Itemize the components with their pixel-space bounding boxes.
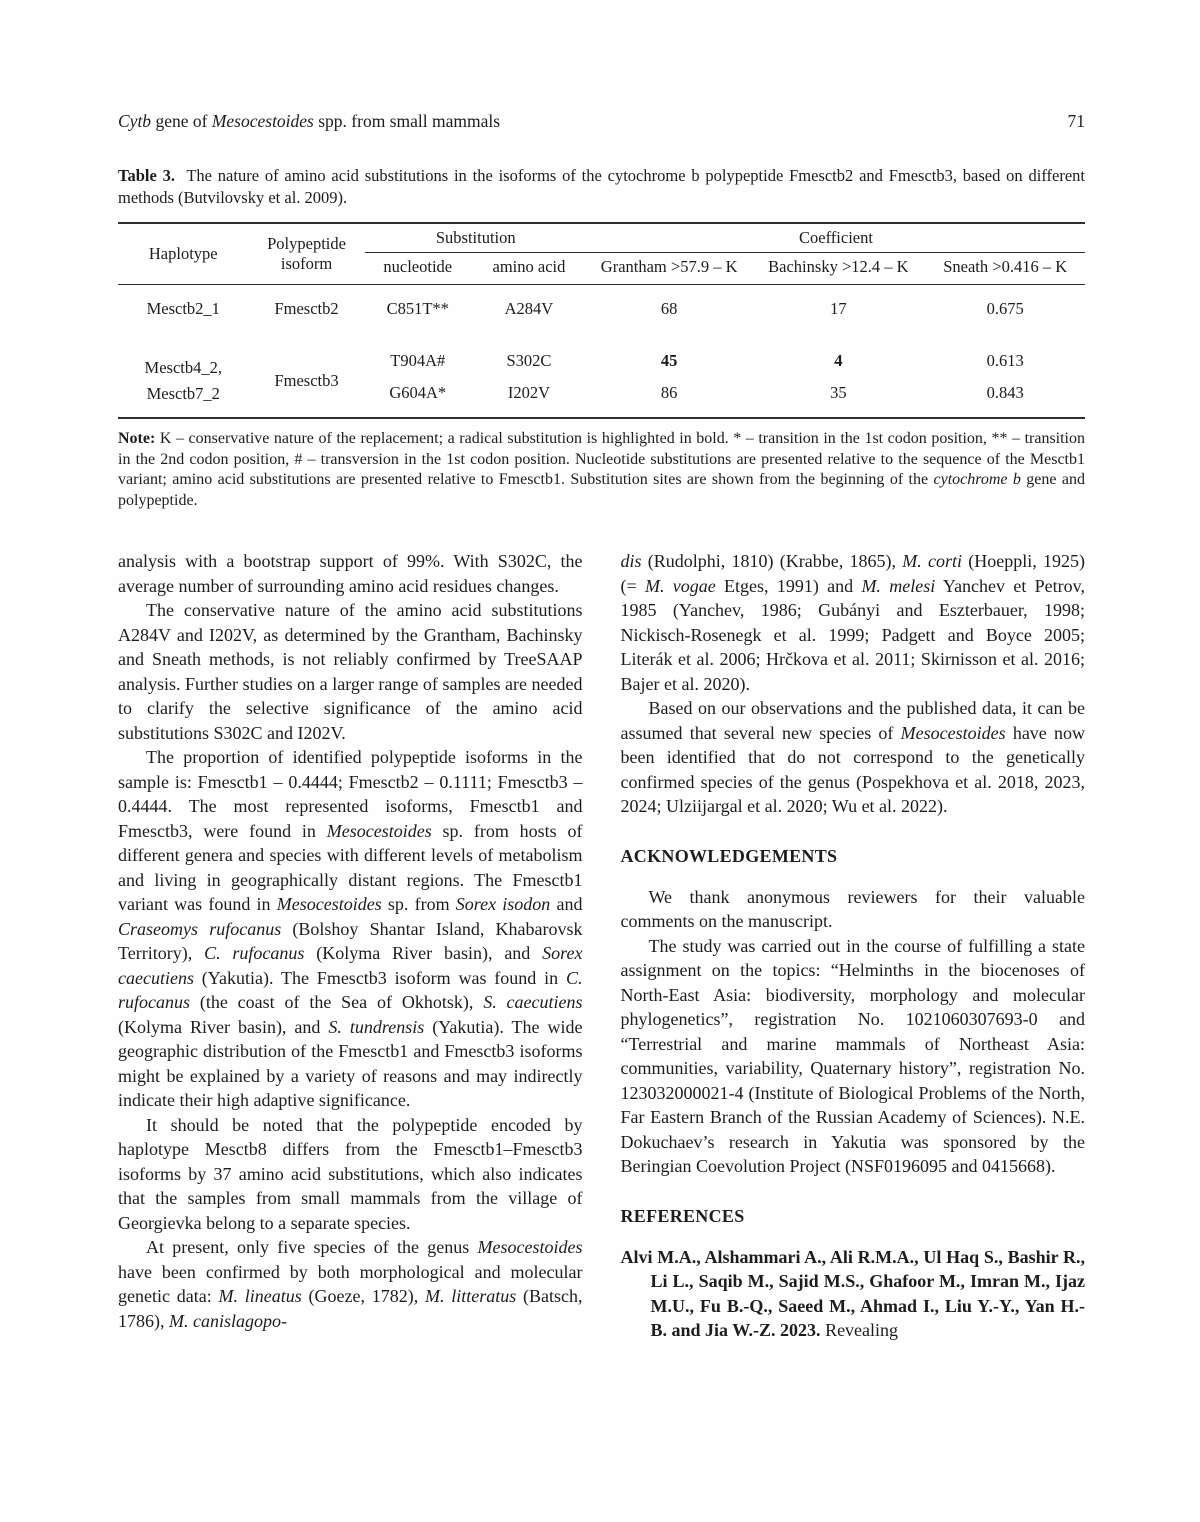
- header-bachinsky: Bachinsky >12.4 – K: [751, 253, 925, 285]
- header-polypeptide-isoform: Polypeptide isoform: [249, 223, 365, 285]
- cell-haplotype: Mesctb4_2, Mesctb7_2: [144, 358, 222, 403]
- table-row-mesctb2-1: [118, 285, 1085, 340]
- cell-grantham: 68: [660, 299, 678, 318]
- paragraph: The conservative nature of the amino acid substitutions A284V and I202V, as determined by the Grantham, Bachinsky and Sneath methods, is not reliably confirmed by TreeSAAP analysis. Further studies on a larger range of samples are needed to clarify the selective significance of the amino acid substitutions S302C and I202V.: [118, 600, 583, 743]
- paragraph: The study was carried out in the course of fulfilling a state assignment on the topics: “Helminths in the biocenoses of North-East Asia: biodiversity, morphology and molecular phylogenetics”, registration No. 1021060307693-0 and “Terrestrial and marine mammals of Northeast Asia: communities, variability, Quaternary history”, registration No. 123032000021-4 (Institute of Biological Problems of the North, Far Eastern Branch of the Russian Academy of Sciences). N.E. Dokuchaev’s research in Yakutia was sponsored by the Beringian Coevolution Project (NSF0196095 and 0415668).: [620, 935, 1085, 1176]
- header-coefficient-group: Coefficient: [587, 223, 1085, 253]
- header-nucleotide: nucleotide: [365, 253, 471, 285]
- header-substitution-group: Substitution: [365, 223, 587, 253]
- cell-nucleotide: G604A*: [389, 383, 447, 402]
- cell-nucleotide: C851T**: [386, 299, 449, 318]
- paragraph: Based on our observations and the published data, it can be assumed that several new species of Mesocestoides have now been identified that do not correspond to the genetically confirmed species of the genus (Pospekhova et al. 2018, 2023, 2024; Ulziijargal et al. 2020; Wu et al. 2022).: [620, 698, 1085, 816]
- cell-sneath: 0.613: [986, 351, 1024, 370]
- substitutions-table: [118, 222, 1085, 419]
- cell-amino-acid: S302C: [506, 351, 552, 370]
- paragraph: analysis with a bootstrap support of 99%. With S302C, the average number of surrounding amino acid residues changes.: [118, 551, 583, 596]
- cell-isoform: Fmesctb2: [274, 299, 339, 318]
- section-heading-references: REFERENCES: [620, 1205, 745, 1226]
- column-left: [118, 549, 583, 1343]
- reference-entry: Alvi M.A., Alshammari A., Ali R.M.A., Ul Haq S., Bashir R., Li L., Saqib M., Sajid M.S., Ghafoor M., Imran M., Ijaz M.U., Fu B.-Q., Saeed M., Ahmad I., Liu Y.-Y., Yan H.-B. and Jia W.-Z. 2023. Revealing: [620, 1246, 1085, 1340]
- running-head: [118, 110, 1085, 132]
- cell-grantham: 45: [660, 351, 678, 370]
- header-amino-acid: amino acid: [471, 253, 587, 285]
- header-haplotype: Haplotype: [118, 223, 249, 285]
- table-row-mesctb4-2: [118, 339, 1085, 377]
- paragraph: At present, only five species of the genus Mesocestoides have been confirmed by both morphological and molecular genetic data: M. lineatus (Goeze, 1782), M. litteratus (Batsch, 1786), M. canislagopo-: [118, 1237, 583, 1331]
- cell-isoform: Fmesctb3: [274, 371, 339, 390]
- cell-amino-acid: I202V: [507, 383, 551, 402]
- cell-nucleotide: T904A#: [390, 351, 446, 370]
- table-caption: Table 3. The nature of amino acid substitutions in the isoforms of the cytochrome b polypeptide Fmesctb2 and Fmesctb3, based on different methods (Butvilovsky et al. 2009).: [118, 166, 1085, 207]
- cell-bachinsky: 4: [834, 351, 843, 370]
- header-grantham: Grantham >57.9 – K: [587, 253, 751, 285]
- header-sneath: Sneath >0.416 – K: [925, 253, 1085, 285]
- page-number: 71: [1067, 111, 1085, 131]
- paragraph: The proportion of identified polypeptide isoforms in the sample is: Fmesctb1 – 0.4444; Fmesctb2 – 0.1111; Fmesctb3 – 0.4444. The most represented isoforms, Fmesctb1 and Fmesctb3, were found in Mesocestoides sp. from hosts of different genera and species with different levels of metabolism and living in geographically distant regions. The Fmesctb1 variant was found in Mesocestoides sp. from Sorex isodon and Craseomys rufocanus (Bolshoy Shantar Island, Khabarovsk Territory), C. rufocanus (Kolyma River basin), and Sorex caecutiens (Yakutia). The Fmesctb3 isoform was found in C. rufocanus (the coast of the Sea of Okhotsk), S. caecutiens (Kolyma River basin), and S. tundrensis (Yakutia). The wide geographic distribution of the Fmesctb1 and Fmesctb3 isoforms might be explained by a variety of reasons and may indirectly indicate their high adaptive significance.: [118, 747, 583, 1110]
- running-title: Cytb gene of Mesocestoides spp. from small mammals: [118, 111, 501, 131]
- section-heading-acknowledgements: ACKNOWLEDGEMENTS: [620, 845, 838, 866]
- table-header-group-row: [118, 223, 1085, 253]
- cell-bachinsky: 35: [830, 383, 847, 402]
- paragraph: dis (Rudolphi, 1810) (Krabbe, 1865), M. corti (Hoeppli, 1925) (= M. vogae Etges, 1991) and M. melesi Yanchev et Petrov, 1985 (Yanchev, 1986; Gubányi and Eszterbauer, 1998; Nickisch-Rosenegk et al. 1999; Padgett and Boyce 2005; Literák et al. 2006; Hrčkova et al. 2011; Skirnisson et al. 2016; Bajer et al. 2020).: [620, 551, 1085, 694]
- paragraph: It should be noted that the polypeptide encoded by haplotype Mesctb8 differs from the Fmesctb1–Fmesctb3 isoforms by 37 amino acid substitutions, which also indicates that the samples from small mammals from the village of Georgievka belong to a separate species.: [118, 1114, 583, 1233]
- cell-sneath: 0.675: [986, 299, 1024, 318]
- cell-bachinsky: 17: [830, 299, 847, 318]
- cell-grantham: 86: [660, 383, 678, 402]
- column-right: [621, 549, 1086, 1343]
- cell-amino-acid: A284V: [504, 299, 554, 318]
- paragraph: We thank anonymous reviewers for their valuable comments on the manuscript.: [620, 886, 1085, 931]
- cell-sneath: 0.843: [986, 383, 1024, 402]
- body-columns: [118, 549, 1085, 1343]
- cell-haplotype: Mesctb2_1: [146, 299, 220, 318]
- table-note: Note: K – conservative nature of the replacement; a radical substitution is highlighted in bold. * – transition in the 1st codon position, ** – transition in the 2nd codon position, # – transversion in the 1st codon position. Nucleotide substitutions are presented relative to the sequence of the Mesctb1 variant; amino acid substitutions are presented relative to Fmesctb1. Substitution sites are shown from the beginning of the cytochrome b gene and polypeptide.: [118, 430, 1086, 509]
